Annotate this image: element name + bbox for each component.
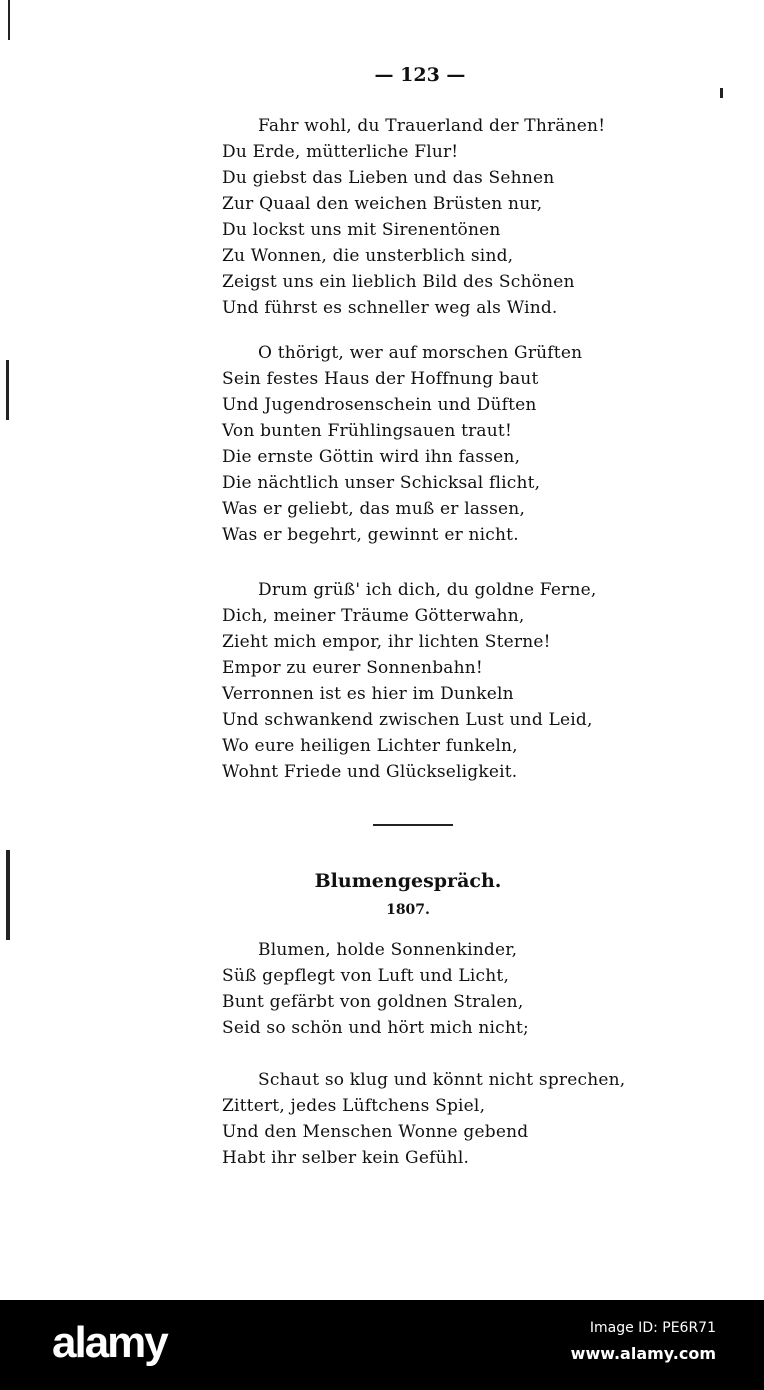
alamy-logo: alamy [52,1318,167,1367]
image-id: Image ID: PE6R71 [589,1320,716,1336]
verse-line: Fahr wohl, du Trauerland der Thränen! [258,116,606,136]
verse-line: O thörigt, wer auf morschen Grüften [258,343,583,363]
verse-line: Du Erde, mütterliche Flur! [222,142,459,162]
verse-line: Habt ihr selber kein Gefühl. [222,1148,470,1168]
verse-line: Dich, meiner Träume Götterwahn, [222,606,525,626]
verse-line: Was er geliebt, das muß er lassen, [222,499,526,519]
verse-line: Verronnen ist es hier im Dunkeln [222,684,514,704]
verse-line: Schaut so klug und könnt nicht sprechen, [258,1070,626,1090]
verse-line: Die nächtlich unser Schicksal flicht, [222,473,541,493]
poem2-stanza-2 [222,1067,625,1171]
poem1-stanza-1 [222,113,605,321]
scan-speck [720,88,723,98]
poem1-stanza-2 [222,340,582,548]
watermark-url: www.alamy.com [570,1344,716,1363]
verse-line: Und den Menschen Wonne gebend [222,1122,529,1142]
verse-line: Von bunten Frühlingsauen traut! [222,421,512,441]
scan-edge-mark [6,360,9,420]
page-number: — 123 — [374,64,466,86]
poem1-stanza-3 [222,577,596,785]
verse-line: Süß gepflegt von Luft und Licht, [222,966,510,986]
verse-line: Sein festes Haus der Hoffnung baut [222,369,539,389]
verse-line: Du giebst das Lieben und das Sehnen [222,168,555,188]
verse-line: Und führst es schneller weg als Wind. [222,298,558,318]
verse-line: Zeigst uns ein lieblich Bild des Schönen [222,272,575,292]
poem-title: Blumengespräch. [314,870,502,892]
verse-line: Und Jugendrosenschein und Düften [222,395,537,415]
verse-line: Zur Quaal den weichen Brüsten nur, [222,194,543,214]
section-divider [373,824,453,826]
verse-line: Was er begehrt, gewinnt er nicht. [222,525,519,545]
verse-line: Seid so schön und hört mich nicht; [222,1018,529,1038]
poem-year: 1807. [386,902,430,918]
verse-line: Drum grüß' ich dich, du goldne Ferne, [258,580,597,600]
verse-line: Zieht mich empor, ihr lichten Sterne! [222,632,551,652]
verse-line: Wohnt Friede und Glückseligkeit. [222,762,518,782]
scan-edge-mark [8,0,10,40]
poem2-stanza-1 [222,937,529,1041]
verse-line: Blumen, holde Sonnenkinder, [258,940,518,960]
verse-line: Und schwankend zwischen Lust und Leid, [222,710,593,730]
scan-edge-mark [6,850,10,940]
verse-line: Die ernste Göttin wird ihn fassen, [222,447,521,467]
verse-line: Zu Wonnen, die unsterblich sind, [222,246,514,266]
verse-line: Empor zu eurer Sonnenbahn! [222,658,483,678]
verse-line: Zittert, jedes Lüftchens Spiel, [222,1096,486,1116]
verse-line: Du lockst uns mit Sirenentönen [222,220,501,240]
verse-line: Wo eure heiligen Lichter funkeln, [222,736,518,756]
verse-line: Bunt gefärbt von goldnen Stralen, [222,992,524,1012]
watermark-bar [0,1300,764,1390]
